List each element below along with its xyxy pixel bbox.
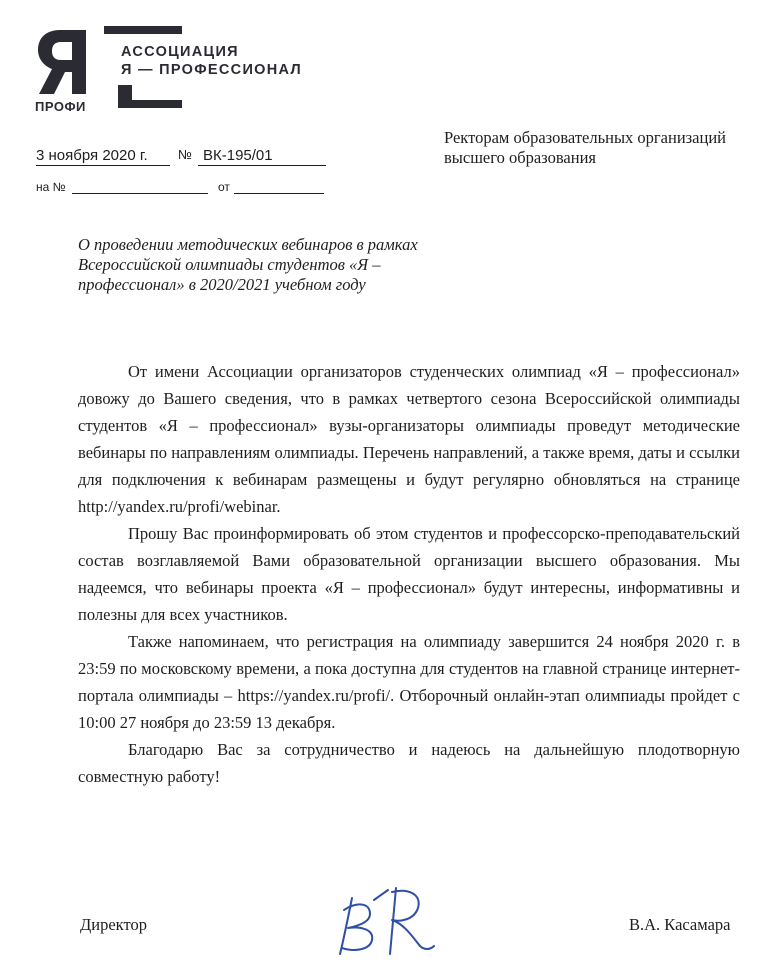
number-underline (198, 165, 326, 166)
letter-body (78, 358, 740, 790)
letter-subject: О проведении методических вебинаров в рамках Всероссийской олимпиады студентов «Я – профессионал» в 2020/2021 учебном году (78, 235, 418, 294)
letter-number: ВК-195/01 (203, 147, 273, 164)
reply-number-label: на № (36, 180, 66, 194)
body-paragraph-2: Прошу Вас проинформировать об этом студентов и профессорско-преподавательский состав возглавляемой Вами образовательной организации высшего образования. Мы надеемся, что вебинары проекта «Я – профессионал» будут интересны, информативны и полезны для всех участников. (78, 524, 740, 624)
logo-label: ПРОФИ (35, 99, 86, 114)
body-paragraph-1: От имени Ассоциации организаторов студенческих олимпиад «Я – профессионал» довожу до Вашего сведения, что в рамках четвертого сезона Всероссийской олимпиады студентов «Я – профессионал» вузы-организаторы олимпиады проведут методические вебинары по направлениям олимпиады. Перечень направлений, а также время, даты и ссылки для подключения к вебинарам размещены и будут регулярно обновляться на странице http://yandex.ru/profi/webinar. (78, 362, 740, 516)
reply-date-label: от (218, 180, 230, 194)
signatory-position: Директор (80, 915, 147, 934)
reply-date-blank (234, 193, 324, 194)
signatory-name: В.А. Касамара (629, 915, 731, 934)
date-underline (36, 165, 170, 166)
letter-date: 3 ноября 2020 г. (36, 147, 148, 164)
logo-ya-glyph (38, 30, 86, 94)
handwritten-signature (330, 880, 440, 960)
organization-name-line1: АССОЦИАЦИЯ (121, 44, 239, 60)
number-label: № (178, 147, 192, 162)
body-paragraph-3: Также напоминаем, что регистрация на олимпиаду завершится 24 ноября 2020 г. в 23:59 по московскому времени, а пока доступна для студентов на главной странице интернет-портала олимпиады – https://yandex.ru/profi/. Отборочный онлайн-этап олимпиады пройдет с 10:00 27 ноября до 23:59 13 декабря. (78, 632, 740, 732)
recipient: Ректорам образовательных организаций высшего образования (444, 128, 726, 167)
reply-registration (36, 180, 336, 202)
body-paragraph-4: Благодарю Вас за сотрудничество и надеюсь на дальнейшую плодотворную совместную работу! (78, 740, 740, 786)
organization-name (121, 43, 302, 79)
outgoing-registration (36, 147, 336, 169)
reply-number-blank (72, 193, 208, 194)
organization-name-line2: Я — ПРОФЕССИОНАЛ (121, 62, 302, 78)
